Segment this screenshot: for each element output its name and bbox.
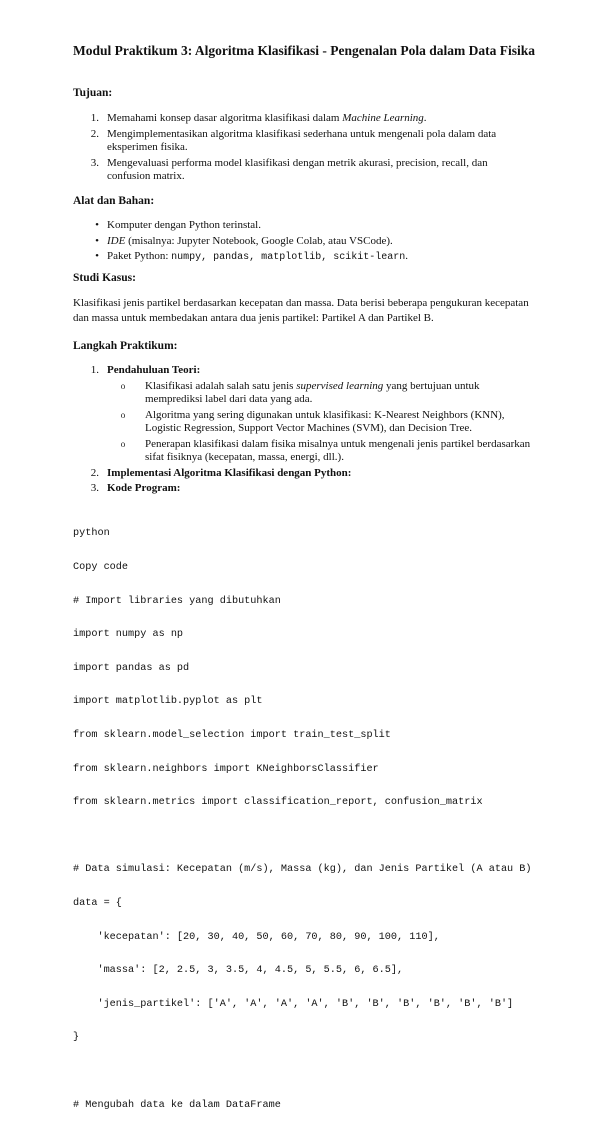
inline-code: numpy, pandas, matplotlib, scikit-learn bbox=[171, 252, 406, 263]
langkah-list bbox=[73, 364, 533, 498]
code-line: import pandas as pd bbox=[73, 662, 190, 674]
list-text: Mengevaluasi performa model klasifikasi dengan metrik akurasi, precision, recall, dan confusion matrix. bbox=[107, 156, 488, 182]
code-line: } bbox=[73, 1032, 80, 1044]
studi-kasus-paragraph: Klasifikasi jenis partikel berdasarkan kecepatan dan massa. Data berisi beberapa pengukuran kecepatan dan massa untuk membedakan antara dua jenis partikel: Partikel A dan Partikel B. bbox=[73, 297, 529, 324]
code-line: 'massa': [2, 2.5, 3, 3.5, 4, 4.5, 5, 5.5, 6, 6.5], bbox=[73, 965, 404, 977]
heading-tujuan: Tujuan: bbox=[73, 87, 113, 99]
code-line: # Import libraries yang dibutuhkan bbox=[73, 595, 281, 607]
bullet: • bbox=[95, 250, 99, 262]
list-text: Algoritma yang sering digunakan untuk klasifikasi: K-Nearest Neighbors (KNN), Logistic Regression, Support Vector Machines (SVM), dan Decision Tree. bbox=[145, 408, 505, 434]
list-text: Mengimplementasikan algoritma klasifikasi sederhana untuk mengenali pola dalam data eksperimen fisika. bbox=[107, 127, 497, 153]
list-number: 2. bbox=[90, 127, 99, 140]
bullet: • bbox=[95, 219, 99, 231]
list-text: yang bertujuan untuk memprediksi label dari data yang ada. bbox=[145, 379, 480, 405]
list-text-emphasis: supervised learning bbox=[296, 379, 384, 392]
heading-alat-bahan: Alat dan Bahan: bbox=[73, 195, 155, 207]
list-text: . bbox=[423, 112, 427, 124]
list-number: 1. bbox=[90, 112, 99, 124]
list-text: Paket Python: bbox=[107, 250, 172, 262]
list-number: 3. bbox=[90, 156, 99, 169]
list-number: 2. bbox=[90, 466, 99, 479]
list-text: Komputer dengan Python terinstal. bbox=[107, 219, 261, 231]
heading-langkah-praktikum: Langkah Praktikum: bbox=[73, 340, 178, 352]
list-item bbox=[73, 482, 533, 496]
code-line: from sklearn.model_selection import train_test_split bbox=[73, 729, 391, 741]
alat-list bbox=[73, 219, 533, 267]
list-item bbox=[73, 250, 533, 265]
step-label: Pendahuluan Teori: bbox=[107, 364, 201, 376]
list-number: 3. bbox=[90, 482, 99, 494]
code-blank-line bbox=[73, 1066, 543, 1077]
code-blank-line bbox=[73, 831, 543, 842]
code-language-label: python bbox=[73, 528, 110, 540]
sub-bullet: o bbox=[120, 380, 126, 391]
list-text: (misalnya: Jupyter Notebook, Google Colab, atau VSCode). bbox=[125, 234, 393, 247]
document-title: Modul Praktikum 3: Algoritma Klasifikasi - Pengenalan Pola dalam Data Fisika bbox=[73, 43, 536, 58]
list-text-emphasis: IDE bbox=[107, 234, 126, 247]
list-text: Penerapan klasifikasi dalam fisika misalnya untuk mengenali jenis partikel berdasarkan sifat fisiknya (kecepatan, massa, energi, dll.). bbox=[145, 437, 531, 463]
copy-code-button[interactable]: Copy code bbox=[73, 562, 129, 573]
code-line: import matplotlib.pyplot as plt bbox=[73, 696, 263, 708]
list-text: Memahami konsep dasar algoritma klasifikasi dalam bbox=[107, 112, 343, 124]
code-line: import numpy as np bbox=[73, 629, 184, 641]
code-line: from sklearn.neighbors import KNeighborsClassifier bbox=[73, 763, 379, 775]
list-item bbox=[73, 467, 533, 481]
step-label: Kode Program: bbox=[107, 482, 181, 494]
list-item bbox=[73, 128, 533, 155]
heading-studi-kasus: Studi Kasus: bbox=[73, 272, 136, 284]
code-line: # Mengubah data ke dalam DataFrame bbox=[73, 1099, 281, 1111]
list-text-emphasis: Machine Learning bbox=[342, 112, 424, 124]
list-item bbox=[73, 219, 533, 233]
code-line: 'kecepatan': [20, 30, 40, 50, 60, 70, 80, 90, 100, 110], bbox=[73, 931, 440, 943]
step-label: Implementasi Algoritma Klasifikasi dengan Python: bbox=[107, 466, 352, 479]
bullet: • bbox=[95, 234, 99, 247]
code-line: # Data simulasi: Kecepatan (m/s), Massa (kg), dan Jenis Partikel (A atau B) bbox=[73, 864, 532, 876]
code-line: data = { bbox=[73, 897, 122, 909]
code-line: from sklearn.metrics import classification_report, confusion_matrix bbox=[73, 797, 483, 809]
code-line: 'jenis_partikel': ['A', 'A', 'A', 'A', 'B', 'B', 'B', 'B', 'B', 'B'] bbox=[73, 998, 514, 1010]
sub-bullet: o bbox=[120, 409, 126, 420]
tujuan-list bbox=[73, 112, 533, 186]
sub-list-item bbox=[73, 438, 533, 465]
code-block bbox=[73, 506, 543, 1133]
sub-list-item bbox=[73, 380, 533, 407]
sub-list-item bbox=[73, 409, 533, 436]
list-text: . bbox=[405, 250, 408, 262]
list-item bbox=[73, 364, 533, 378]
list-number: 1. bbox=[90, 364, 99, 376]
list-item bbox=[73, 235, 533, 249]
list-text: Klasifikasi adalah salah satu jenis bbox=[145, 379, 297, 392]
list-item bbox=[73, 112, 533, 126]
sub-bullet: o bbox=[120, 438, 126, 449]
list-item bbox=[73, 157, 533, 184]
